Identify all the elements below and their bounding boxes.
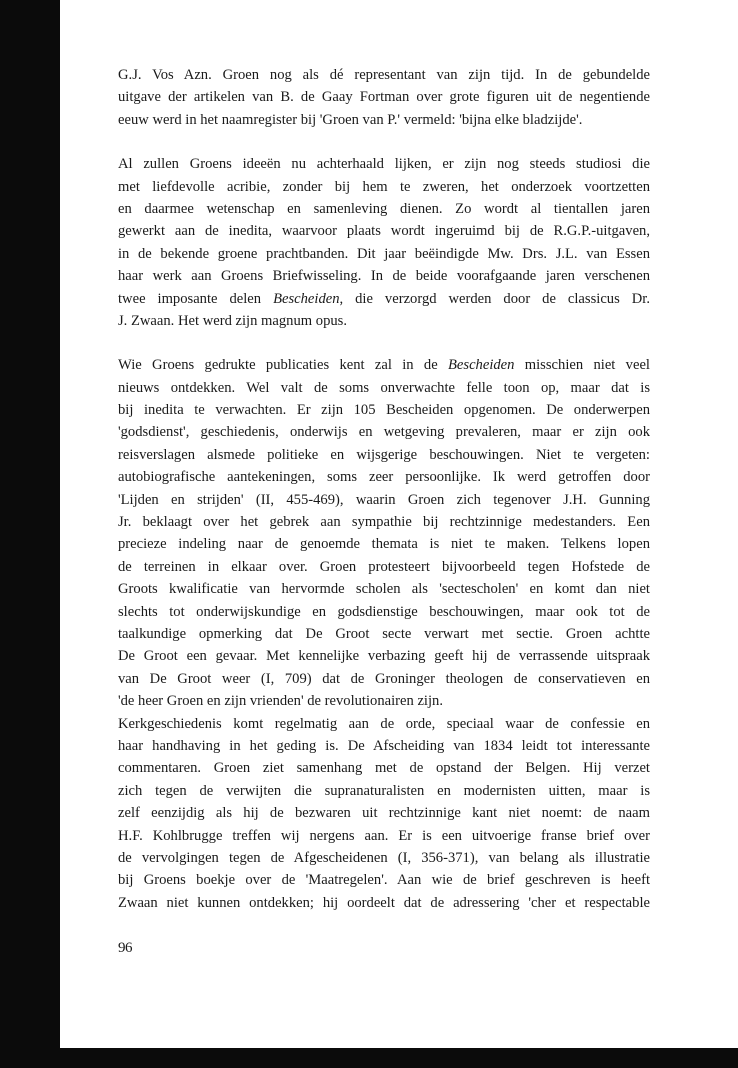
paragraph-2 <box>118 153 650 332</box>
page-body <box>118 64 650 914</box>
text-line: haar handhaving in het geding is. De Afscheiding van 1834 leidt tot interessante <box>118 737 650 754</box>
text-line: G.J. Vos Azn. Groen nog als dé representant van zijn tijd. In de gebundelde <box>118 67 650 83</box>
scan-left-border <box>0 0 60 1068</box>
text-line: 'godsdienst', geschiedenis, onderwijs en wetgeving prevaleren, maar er zijn ook <box>118 424 650 441</box>
text-line: de terreinen in elkaar over. Groen protesteert bijvoorbeeld tegen Hofstede de <box>118 558 650 575</box>
paragraph-1 <box>118 64 650 131</box>
text-line: Groots kwalificatie van hervormde scholen als 'sectescholen' en komt dan niet <box>118 581 650 598</box>
text-line: slechts tot onderwijskundige en godsdienstige beschouwingen, maar ook tot de <box>118 603 650 620</box>
text-line: in de bekende groene prachtbanden. Dit jaar beëindigde Mw. Drs. J.L. van Essen <box>118 245 650 262</box>
text-line: J. Zwaan. Het werd zijn magnum opus. <box>118 312 347 329</box>
text-line: H.F. Kohlbrugge treffen wij nergens aan. Er is een uitvoerige franse brief over <box>118 827 650 844</box>
text-line: de vervolgingen tegen de Afgescheidenen (I, 356-371), van belang als illustratie <box>118 849 650 866</box>
text-line: bij inedita te verwachten. Er zijn 105 Bescheiden opgenomen. De onderwerpen <box>118 402 650 419</box>
text-line: autobiografische aantekeningen, soms zeer persoonlijke. Ik werd getroffen door <box>118 469 650 486</box>
text-line: en daarmee wetenschap en samenleving dienen. Zo wordt al tientallen jaren <box>118 200 650 217</box>
text-line: Zwaan niet kunnen ontdekken; hij oordeelt dat de adressering 'cher et respectable <box>118 894 650 911</box>
text-line: taalkundige opmerking dat De Groot secte verwart met sectie. Groen achtte <box>118 625 650 642</box>
text-line: Wie Groens gedrukte publicaties kent zal in de Bescheiden misschien niet veel <box>118 357 650 374</box>
text-line: bij Groens boekje over de 'Maatregelen'. Aan wie de brief geschreven is heeft <box>118 872 650 889</box>
page-number: 96 <box>118 940 132 956</box>
text-line: met liefdevolle acribie, zonder bij hem te zweren, het onderzoek voortzetten <box>118 178 650 195</box>
text-line: precieze indeling naar de genoemde themata is niet te maken. Telkens lopen <box>118 536 650 553</box>
text-line: De Groot een gevaar. Met kennelijke verbazing geeft hij de verrassende uitspraak <box>118 648 650 665</box>
text-line: gewerkt aan de inedita, waarvoor plaats wordt ingeruimd bij de R.G.P.-uitgaven, <box>118 223 650 240</box>
paragraph-3 <box>118 354 650 712</box>
text-line: 'de heer Groen en zijn vrienden' de revolutionairen zijn. <box>118 693 443 710</box>
text-line: van De Groot weer (I, 709) dat de Groninger theologen de conservatieven en <box>118 670 650 687</box>
text-line: 'Lijden en strijden' (II, 455-469), waarin Groen zich tegenover J.H. Gunning <box>118 491 650 508</box>
text-line: Jr. beklaagt over het gebrek aan sympathie bij rechtzinnige medestanders. Een <box>118 514 650 531</box>
text-line: nieuws ontdekken. Wel valt de soms onverwachte felle toon op, maar dat is <box>118 379 650 396</box>
text-line: Kerkgeschiedenis komt regelmatig aan de orde, speciaal waar de confessie en <box>118 715 650 732</box>
text-line: zich tegen de verwijten die supranaturalisten en modernisten uitten, maar is <box>118 782 650 799</box>
text-line: twee imposante delen Bescheiden, die verzorgd werden door de classicus Dr. <box>118 290 650 307</box>
paragraph-4 <box>118 713 650 915</box>
text-line: zelf eenzijdig als hij de bezwaren uit rechtzinnige kant niet noemt: de naam <box>118 805 650 822</box>
text-line: reisverslagen alsmede politieke en wijsgerige beschouwingen. Niet te vergeten: <box>118 446 650 463</box>
text-line: uitgave der artikelen van B. de Gaay Fortman over grote figuren uit de negentiende <box>118 89 650 106</box>
scan-bottom-border <box>0 1048 738 1068</box>
text-line: eeuw werd in het naamregister bij 'Groen van P.' vermeld: 'bijna elke bladzijde'. <box>118 111 583 128</box>
text-line: Al zullen Groens ideeën nu achterhaald lijken, er zijn nog steeds studiosi die <box>118 156 650 173</box>
text-line: haar werk aan Groens Briefwisseling. In de beide voorafgaande jaren verschenen <box>118 268 650 285</box>
text-line: commentaren. Groen ziet samenhang met de opstand der Belgen. Hij verzet <box>118 760 650 777</box>
